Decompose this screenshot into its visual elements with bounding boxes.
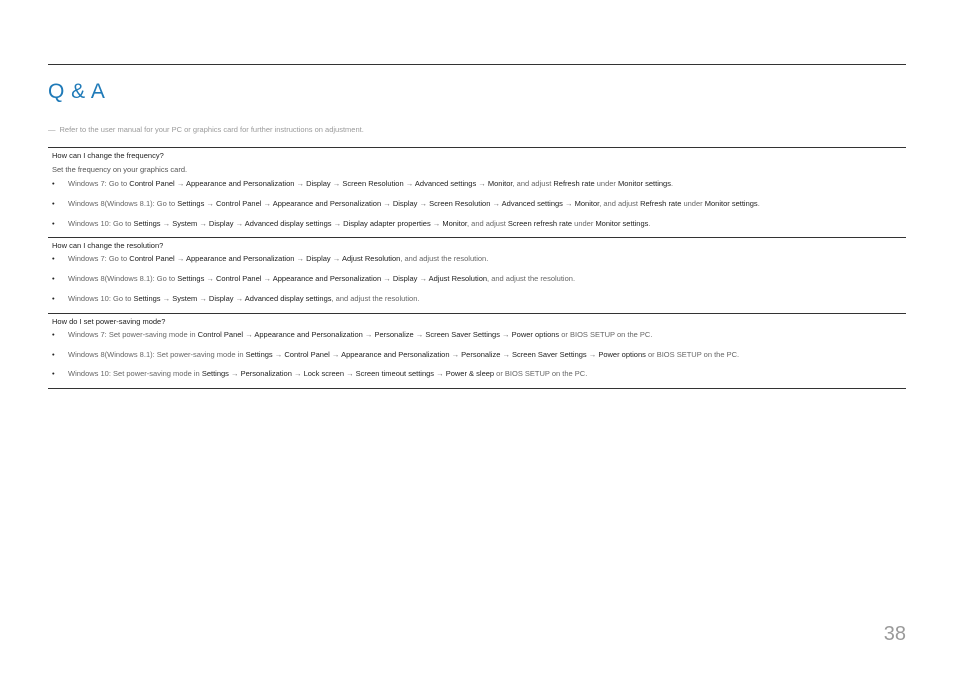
menu-path-item: Appearance and Personalization <box>186 254 295 264</box>
setting-name: Screen refresh rate <box>507 218 573 228</box>
step-prefix: Windows 8(Windows 8.1): Set power-saving mode in <box>68 349 246 359</box>
menu-path-item: Settings <box>177 274 205 284</box>
menu-path-item: Display <box>306 254 331 264</box>
arrow-separator: → <box>291 369 304 379</box>
arrow-separator: → <box>586 349 599 359</box>
menu-path-item: Lock screen <box>303 369 344 379</box>
menu-path-item: Adjust Resolution <box>341 254 401 264</box>
menu-path-item: Control Panel <box>129 179 175 188</box>
menu-path-item: Appearance and Personalization <box>272 198 382 208</box>
menu-path-item: Screen timeout settings <box>355 369 435 379</box>
menu-path-item: Monitor <box>574 198 600 208</box>
arrow-separator: → <box>403 179 415 188</box>
step-prefix: Windows 8(Windows 8.1): Go to <box>68 274 178 284</box>
setting-name: Refresh rate <box>553 179 595 188</box>
step-text: , and adjust <box>467 218 508 228</box>
step-prefix: Windows 7: Go to <box>68 254 130 264</box>
step-suffix: . <box>670 179 674 188</box>
list-item <box>48 293 906 313</box>
note-text: Refer to the user manual for your PC or graphics card for further instructions on adjustment. <box>59 125 364 134</box>
arrow-separator: → <box>449 349 462 359</box>
bullet-marker: • <box>52 254 55 264</box>
bullet-marker: • <box>52 179 55 188</box>
menu-path-item: Personalize <box>374 329 414 339</box>
step-text: under <box>572 218 596 228</box>
setting-location: Monitor settings <box>704 198 758 208</box>
arrow-separator: → <box>381 198 393 208</box>
setting-location: Monitor settings <box>618 179 671 188</box>
arrow-separator: → <box>430 218 443 228</box>
step-suffix: or BIOS SETUP on the PC. <box>494 369 588 379</box>
menu-path-item: Personalize <box>461 349 501 359</box>
arrow-separator: → <box>228 369 241 379</box>
step-prefix: Windows 7: Go to <box>68 179 130 188</box>
arrow-separator: → <box>272 349 285 359</box>
arrow-separator: → <box>330 254 342 264</box>
qa-section-power-saving <box>48 313 906 389</box>
bullet-marker: • <box>52 274 55 284</box>
arrow-separator: → <box>330 179 343 188</box>
menu-path-item: Display adapter properties <box>343 218 431 228</box>
answer-intro-frequency: Set the frequency on your graphics card. <box>52 165 188 174</box>
menu-path-item: Settings <box>133 293 161 303</box>
arrow-separator: → <box>331 218 344 228</box>
list-item <box>48 329 906 349</box>
menu-path-item: System <box>172 293 198 303</box>
step-prefix: Windows 10: Go to <box>68 218 134 228</box>
arrow-separator: → <box>362 329 375 339</box>
list-item <box>48 368 906 388</box>
menu-path-item: Control Panel <box>216 274 262 284</box>
menu-path-item: Advanced display settings <box>244 218 332 228</box>
bullet-marker: • <box>52 293 55 303</box>
menu-path-item: Settings <box>201 369 229 379</box>
page-title: Q & A <box>48 80 106 103</box>
menu-path-item: Settings <box>177 198 205 208</box>
menu-path-item: Settings <box>245 349 273 359</box>
arrow-separator: → <box>500 349 513 359</box>
frequency-steps <box>48 178 906 237</box>
arrow-separator: → <box>476 179 488 188</box>
adjustment-note <box>48 125 364 134</box>
menu-path-item: System <box>172 218 198 228</box>
arrow-separator: → <box>417 274 429 284</box>
menu-path-item: Display <box>392 198 418 208</box>
step-suffix: , and adjust the resolution. <box>400 254 489 264</box>
question-power-saving: How do I set power-saving mode? <box>52 316 166 326</box>
menu-path-item: Power options <box>598 349 646 359</box>
menu-path-item: Control Panel <box>284 349 330 359</box>
arrow-separator: → <box>562 198 575 208</box>
arrow-separator: → <box>413 329 426 339</box>
arrow-separator: → <box>197 218 209 228</box>
setting-location: Monitor settings <box>595 218 649 228</box>
menu-path-item: Appearance and Personalization <box>341 349 450 359</box>
menu-path-item: Display <box>392 274 418 284</box>
menu-path-item: Adjust Resolution <box>428 274 488 284</box>
list-item <box>48 198 906 218</box>
step-text: under <box>594 179 619 188</box>
menu-path-item: Monitor <box>487 179 513 188</box>
menu-path-item: Personalization <box>240 369 292 379</box>
step-text: under <box>681 198 705 208</box>
step-suffix: or BIOS SETUP on the PC. <box>645 349 740 359</box>
step-text: , and adjust <box>512 179 554 188</box>
bullet-marker: • <box>52 218 55 228</box>
arrow-separator: → <box>294 254 307 264</box>
menu-path-item: Screen Resolution <box>342 179 404 188</box>
question-frequency: How can I change the frequency? <box>52 151 164 160</box>
menu-path-item: Display <box>306 179 331 188</box>
page-number: 38 <box>883 623 906 645</box>
menu-path-item: Settings <box>133 218 161 228</box>
menu-path-item: Advanced display settings <box>244 293 332 303</box>
menu-path-item: Display <box>208 218 234 228</box>
arrow-separator: → <box>329 349 342 359</box>
note-marker: ― <box>48 125 56 134</box>
menu-path-item: Appearance and Personalization <box>186 179 295 188</box>
arrow-separator: → <box>197 293 209 303</box>
menu-path-item: Power & sleep <box>445 369 495 379</box>
arrow-separator: → <box>160 218 173 228</box>
menu-path-item: Monitor <box>442 218 467 228</box>
qa-table <box>48 147 906 389</box>
step-text: , and adjust <box>599 198 641 208</box>
list-item <box>48 178 906 198</box>
step-prefix: Windows 10: Set power-saving mode in <box>68 369 202 379</box>
arrow-separator: → <box>233 293 245 303</box>
list-item <box>48 218 906 238</box>
arrow-separator: → <box>261 274 273 284</box>
step-prefix: Windows 8(Windows 8.1): Go to <box>68 198 178 208</box>
step-suffix: , and adjust the resolution. <box>487 274 576 284</box>
step-suffix: . <box>648 218 651 228</box>
top-divider <box>48 64 906 65</box>
step-suffix: . <box>757 198 760 208</box>
menu-path-item: Control Panel <box>216 198 262 208</box>
arrow-separator: → <box>204 274 216 284</box>
step-suffix: , and adjust the resolution. <box>331 293 420 303</box>
list-item <box>48 253 906 273</box>
qa-section-resolution <box>48 237 906 312</box>
bullet-marker: • <box>52 349 55 359</box>
arrow-separator: → <box>417 198 430 208</box>
menu-path-item: Screen Resolution <box>429 198 491 208</box>
arrow-separator: → <box>294 179 307 188</box>
menu-path-item: Power options <box>511 329 560 339</box>
bullet-marker: • <box>52 329 55 339</box>
menu-path-item: Display <box>208 293 234 303</box>
list-item <box>48 273 906 293</box>
step-prefix: Windows 7: Set power-saving mode in <box>68 329 198 339</box>
arrow-separator: → <box>344 369 356 379</box>
qa-section-frequency <box>48 147 906 237</box>
menu-path-item: Screen Saver Settings <box>512 349 587 359</box>
step-suffix: or BIOS SETUP on the PC. <box>559 329 653 339</box>
menu-path-item: Advanced settings <box>414 179 477 188</box>
arrow-separator: → <box>499 329 512 339</box>
question-resolution: How can I change the resolution? <box>52 241 164 251</box>
list-item <box>48 349 906 369</box>
arrow-separator: → <box>381 274 393 284</box>
menu-path-item: Advanced settings <box>501 198 563 208</box>
bullet-marker: • <box>52 198 55 208</box>
arrow-separator: → <box>243 329 255 339</box>
menu-path-item: Appearance and Personalization <box>254 329 363 339</box>
resolution-steps <box>48 253 906 312</box>
menu-path-item: Control Panel <box>197 329 244 339</box>
arrow-separator: → <box>490 198 502 208</box>
arrow-separator: → <box>174 179 186 188</box>
step-prefix: Windows 10: Go to <box>68 293 134 303</box>
arrow-separator: → <box>434 369 446 379</box>
menu-path-item: Appearance and Personalization <box>272 274 382 284</box>
setting-name: Refresh rate <box>640 198 682 208</box>
arrow-separator: → <box>261 198 273 208</box>
arrow-separator: → <box>233 218 245 228</box>
power-saving-steps <box>48 329 906 388</box>
bullet-marker: • <box>52 369 55 379</box>
arrow-separator: → <box>160 293 173 303</box>
arrow-separator: → <box>174 254 186 264</box>
menu-path-item: Control Panel <box>129 254 175 264</box>
arrow-separator: → <box>204 198 216 208</box>
menu-path-item: Screen Saver Settings <box>425 329 500 339</box>
